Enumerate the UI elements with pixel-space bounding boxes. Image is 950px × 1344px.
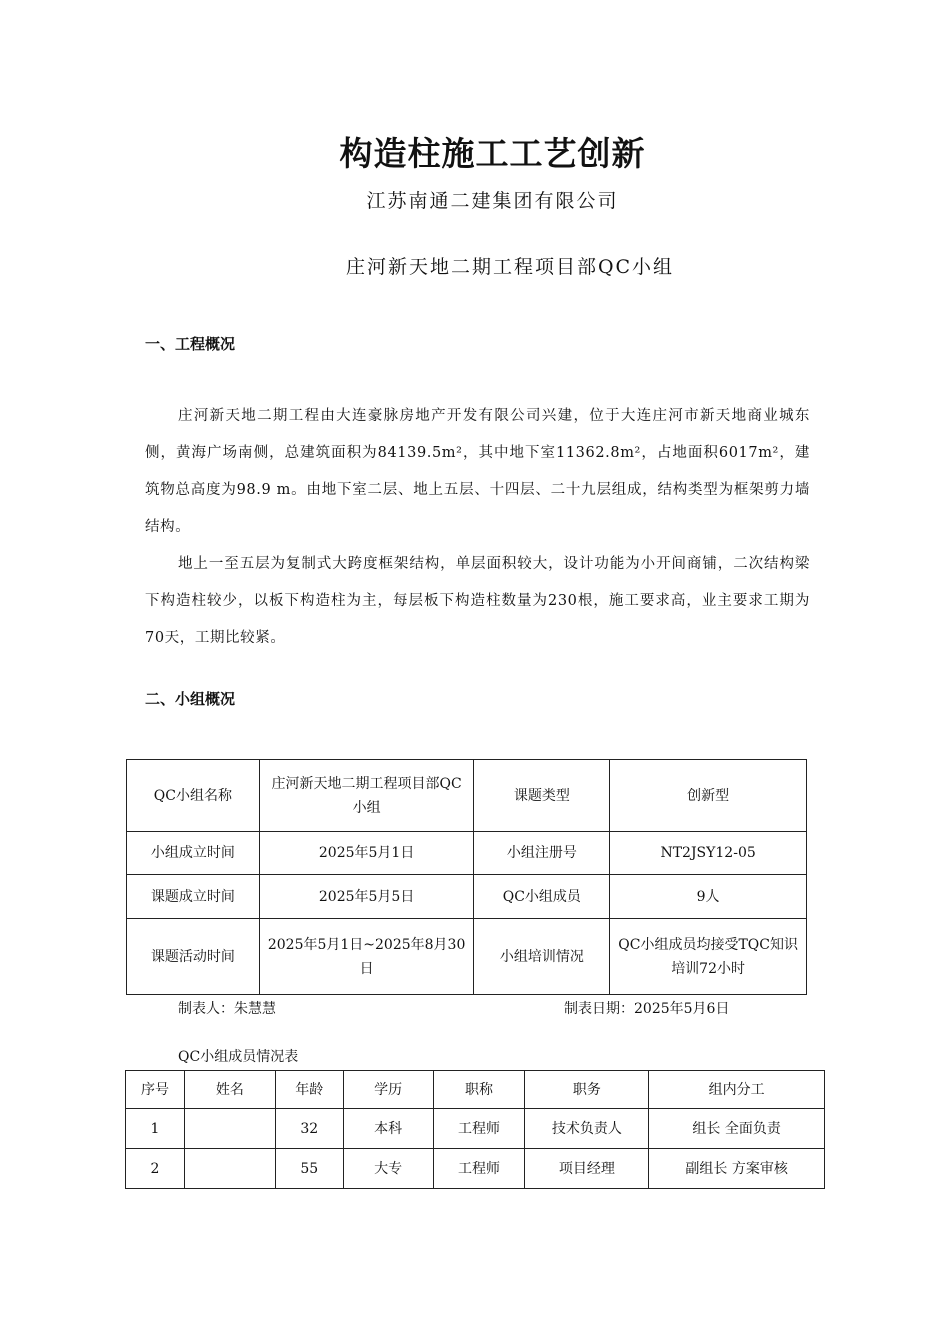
table-header-row: [126, 1071, 825, 1109]
column-header: 姓名: [184, 1071, 275, 1109]
table-cell: 2: [126, 1149, 185, 1189]
table-cell: 32: [275, 1109, 343, 1149]
table-cell: QC小组名称: [127, 760, 260, 832]
table-cell: QC小组成员均接受TQC知识培训72小时: [610, 919, 807, 995]
overview-paragraph-1: 庄河新天地二期工程由大连豪脉房地产开发有限公司兴建，位于大连庄河市新天地商业城东侧，黄海广场南侧，总建筑面积为84139.5m²，其中地下室11362.8m²，占地面积6017m²，建筑物总高度为98.9 m。由地下室二层、地上五层、十四层、二十九层组成，结构类型为框架剪力墙结构。: [145, 408, 810, 535]
table-cell: 技术负责人: [525, 1109, 649, 1149]
table-row: [127, 875, 807, 919]
table-cell: 2025年5月1日: [259, 832, 474, 875]
table-cell: 课题活动时间: [127, 919, 260, 995]
table-cell: QC小组成员: [474, 875, 610, 919]
table-cell: 庄河新天地二期工程项目部QC小组: [259, 760, 474, 832]
table-row: [126, 1109, 825, 1149]
members-table: [125, 1070, 825, 1189]
table-cell: 课题类型: [474, 760, 610, 832]
table-cell: 项目经理: [525, 1149, 649, 1189]
table-cell: [184, 1149, 275, 1189]
table-cell: 小组培训情况: [474, 919, 610, 995]
column-header: 年龄: [275, 1071, 343, 1109]
members-table-caption: QC小组成员情况表: [178, 1049, 299, 1065]
table-cell: 工程师: [433, 1149, 525, 1189]
table-cell: 大专: [343, 1149, 433, 1189]
table-cell: 小组成立时间: [127, 832, 260, 875]
table-cell: 9人: [610, 875, 807, 919]
section-heading-group: 二、小组概况: [145, 690, 236, 708]
column-header: 序号: [126, 1071, 185, 1109]
table-date: 制表日期：2025年5月6日: [564, 1001, 730, 1017]
section-heading-overview: 一、工程概况: [145, 335, 236, 353]
table-cell: 小组注册号: [474, 832, 610, 875]
table-row: [127, 832, 807, 875]
table-cell: 55: [275, 1149, 343, 1189]
table-cell: 副组长 方案审核: [649, 1149, 825, 1189]
table-row: [127, 760, 807, 832]
column-header: 学历: [343, 1071, 433, 1109]
table-cell: 2025年5月1日~2025年8月30日: [259, 919, 474, 995]
column-header: 职称: [433, 1071, 525, 1109]
table-cell: 创新型: [610, 760, 807, 832]
company-name: 江苏南通二建集团有限公司: [366, 190, 619, 212]
table-cell: 组长 全面负责: [649, 1109, 825, 1149]
table-cell: 2025年5月5日: [259, 875, 474, 919]
table-row: [127, 919, 807, 995]
qc-group-name: 庄河新天地二期工程项目部QC小组: [345, 256, 675, 278]
table-maker: 制表人：朱慧慧: [178, 1001, 276, 1017]
column-header: 组内分工: [649, 1071, 825, 1109]
group-info-table: [126, 759, 807, 995]
column-header: 职务: [525, 1071, 649, 1109]
table-row: [126, 1149, 825, 1189]
table-cell: 本科: [343, 1109, 433, 1149]
table-cell: 1: [126, 1109, 185, 1149]
overview-paragraph-2: 地上一至五层为复制式大跨度框架结构，单层面积较大，设计功能为小开间商铺，二次结构梁下构造柱较少，以板下构造柱为主，每层板下构造柱数量为230根，施工要求高，业主要求工期为70天，工期比较紧。: [145, 556, 810, 646]
table-cell: NT2JSY12-05: [610, 832, 807, 875]
table-cell: 课题成立时间: [127, 875, 260, 919]
table-cell: [184, 1109, 275, 1149]
document-title: 构造柱施工工艺创新: [339, 134, 646, 173]
table-cell: 工程师: [433, 1109, 525, 1149]
